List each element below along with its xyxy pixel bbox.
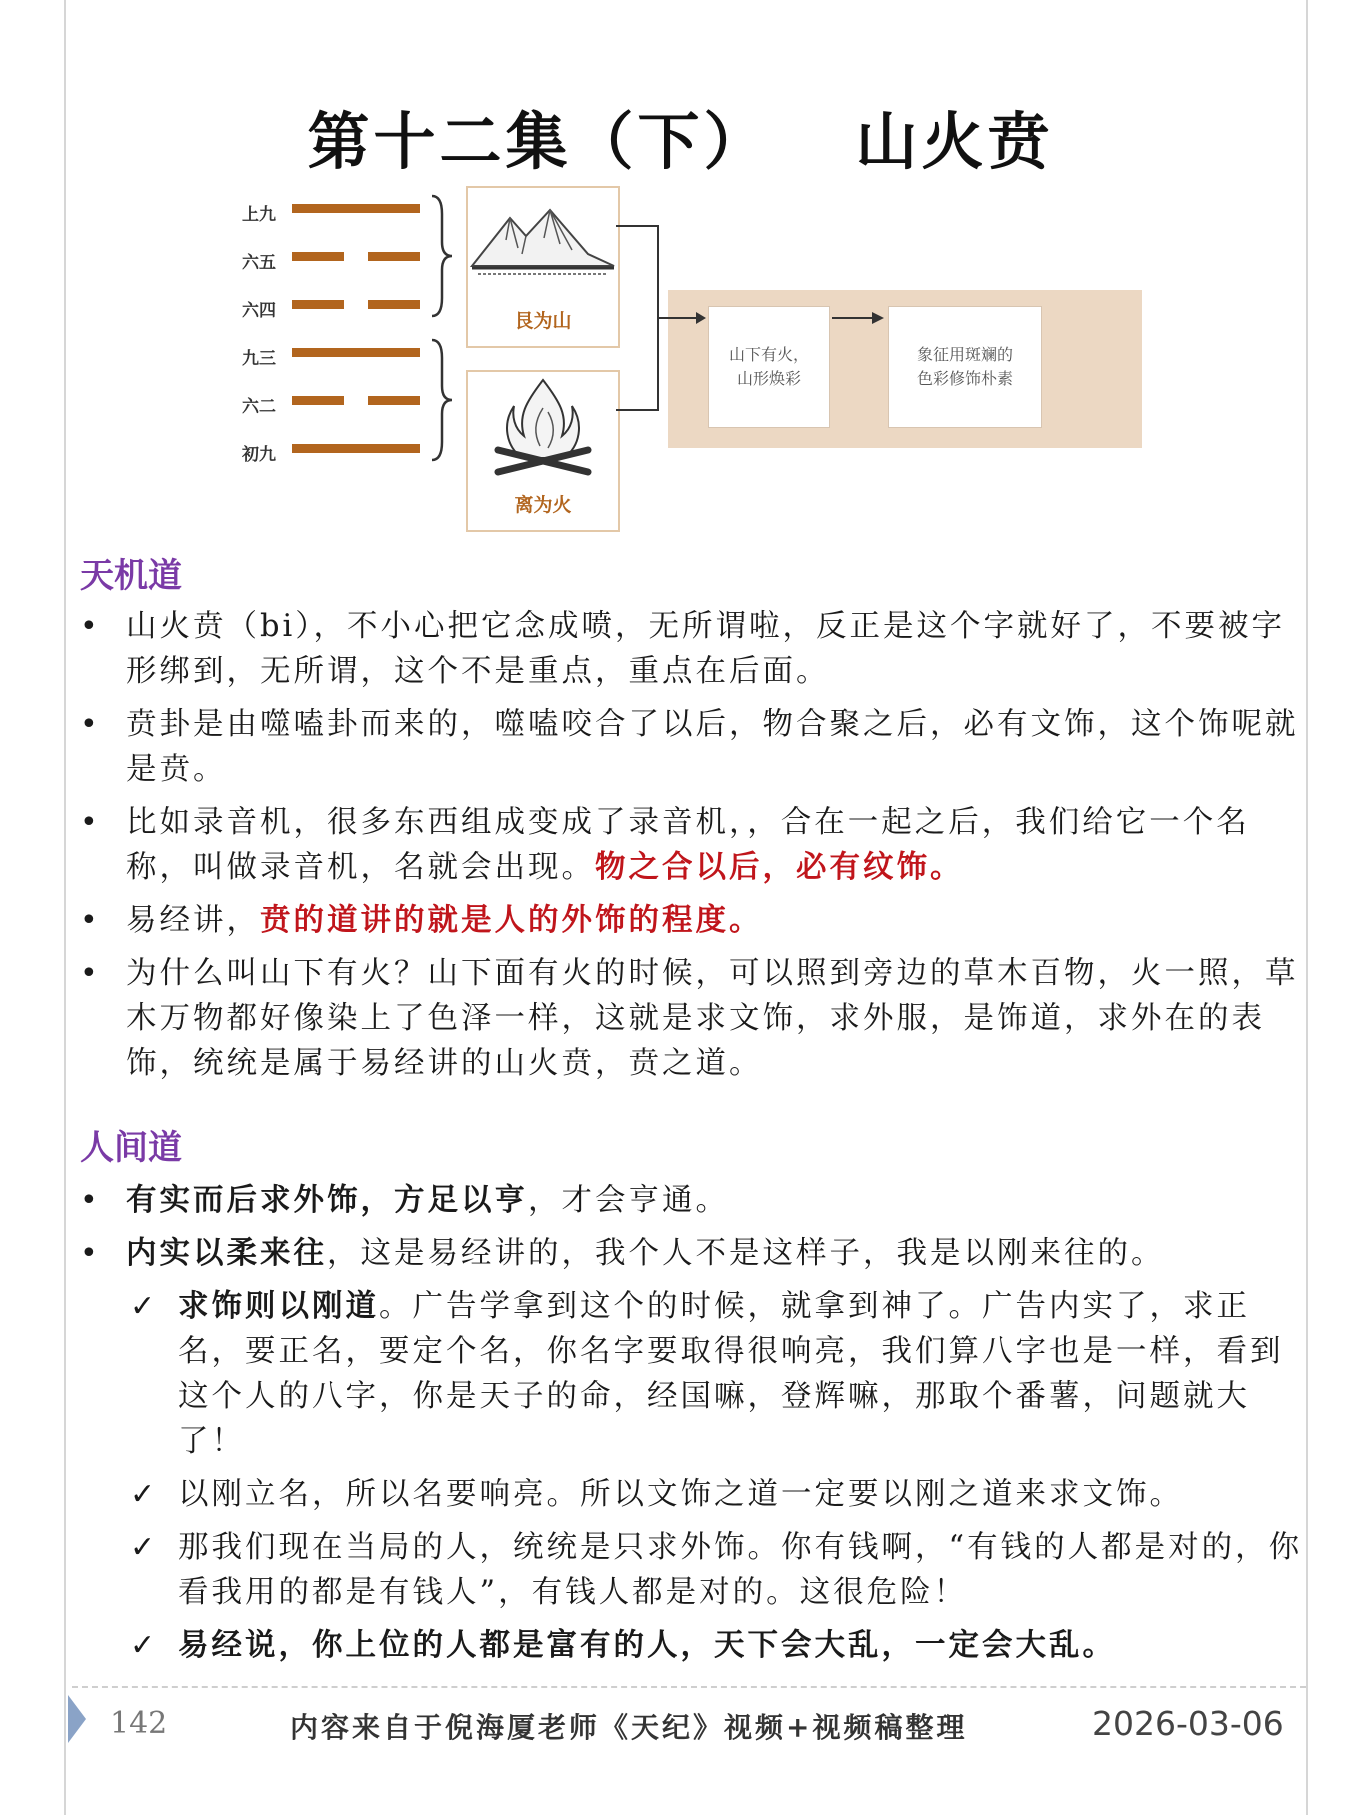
list-item [72,1178,1308,1223]
fire-icon [468,372,618,480]
list-item [72,702,1308,792]
yin-line-left [292,300,344,309]
item-text: 那我们现在当局的人，统统是只求外饰。你有钱啊，“有钱的人都是对的，你看我用的都是有钱人”，有钱人都是对的。这很危险！ [178,1530,1303,1610]
item-text: 贲卦是由噬嗑卦而来的，噬嗑咬合了以后，物合聚之后，必有文饰，这个饰呢就是贲。 [126,707,1299,787]
check-icon: ✓ [130,1477,159,1512]
check-icon: ✓ [130,1628,159,1663]
page-title [0,92,1361,181]
line-label-fifth: 六五 [242,253,276,273]
section-heading-renjiandao: 人间道 [80,1128,182,1168]
list-item [72,604,1308,694]
lower-brace-icon [428,338,454,462]
result-box-1-line2: 山形焕彩 [736,369,801,388]
result-box-2-line1: 象征用斑斓的 [916,345,1013,364]
yin-line-right [368,300,420,309]
play-triangle-icon [68,1695,86,1743]
footer-divider [72,1686,1306,1688]
result-box-1-line1: 山下有火， [728,345,809,364]
item-bold: 内实以柔来往 [126,1235,327,1271]
bullet-icon: • [80,805,101,840]
item-highlight: 物之合以后，必有纹饰。 [595,849,964,885]
bullet-icon: • [80,1183,101,1218]
page-number: 142 [110,1706,168,1741]
section-heading-tianjidao: 天机道 [80,556,182,596]
item-text: 比如录音机，很多东西组成变成了录音机，，合在一起之后，我们给它一个名称，叫做录音机，名就会出现。 [126,805,1250,885]
item-bold: 易经说，你上位的人都是富有的人，天下会大乱，一定会大乱。 [178,1627,1116,1663]
upper-trigram-box [466,186,620,348]
section1-list [72,604,1308,1094]
footer-source: 内容来自于倪海厦老师《天纪》视频+视频稿整理 [290,1711,968,1744]
mountain-icon [468,188,618,288]
check-icon: ✓ [130,1289,159,1324]
item-text: 。广告学拿到这个的时候，就拿到神了。广告内实了，求正名，要正名，要定个名，你名字要取得很响亮，我们算八字也是一样，看到这个人的八字，你是天子的命，经国嘛，登辉嘛，那取个番薯，问题就大了！ [178,1289,1284,1459]
connector-lines [616,186,706,546]
item-text: 为什么叫山下有火？山下面有火的时候，可以照到旁边的草木百物，火一照，草木万物都好像染上了色泽一样，这就是求文饰，求外服，是饰道，求外在的表饰，统统是属于易经讲的山火贲，贲之道。 [126,956,1299,1081]
result-box-2-line2: 色彩修饰朴素 [916,369,1013,388]
title-hexagram: 山火贲 [855,105,1054,178]
list-item [72,1231,1308,1276]
item-text: ，才会亨通。 [528,1183,729,1218]
item-text: 易经讲， [126,903,260,938]
line-label-second: 六二 [242,397,276,417]
result-box-1 [708,306,830,428]
footer-date: 2026-03-06 [1092,1704,1284,1743]
arrow-right-icon [828,310,886,326]
bullet-icon: • [80,1236,101,1271]
hexagram-diagram [230,186,1140,546]
line-label-bottom: 初九 [242,445,276,465]
line-label-third: 九三 [242,349,276,369]
line-label-fourth: 六四 [242,301,276,321]
check-icon: ✓ [130,1530,159,1565]
sub-list-item [72,1623,1308,1668]
lower-trigram-label: 离为火 [514,494,572,516]
section2-list [72,1178,1308,1676]
item-bold: 有实而后求外饰，方足以亨 [126,1182,528,1218]
yang-line [292,204,420,213]
list-item [72,951,1308,1086]
yin-line-right [368,252,420,261]
item-text: 以刚立名，所以名要响亮。所以文饰之道一定要以刚之道来求文饰。 [178,1477,1183,1512]
bullet-icon: • [80,903,101,938]
bullet-icon: • [80,956,101,991]
result-box-2 [888,306,1042,428]
upper-trigram-label: 艮为山 [514,310,572,332]
list-item [72,898,1308,943]
bullet-icon: • [80,609,101,644]
list-item [72,800,1308,890]
bullet-icon: • [80,707,101,742]
item-text: 山火贲（bi），不小心把它念成喷，无所谓啦，反正是这个字就好了，不要被字形绑到，无所谓，这个不是重点，重点在后面。 [126,609,1286,689]
title-episode: 第十二集（下） [307,105,770,178]
page-border-left [64,0,66,1815]
sub-list-item [72,1284,1308,1464]
line-label-top: 上九 [242,205,276,225]
yin-line-left [292,252,344,261]
lower-trigram-box [466,370,620,532]
item-bold: 求饰则以刚道 [178,1288,379,1324]
yin-line-left [292,396,344,405]
sub-list-item [72,1525,1308,1615]
item-highlight: 贲的道讲的就是人的外饰的程度。 [260,902,763,938]
sub-list-item [72,1472,1308,1517]
yang-line [292,348,420,357]
yang-line [292,444,420,453]
yin-line-right [368,396,420,405]
item-text: ，这是易经讲的，我个人不是这样子，我是以刚来往的。 [327,1236,1165,1271]
upper-brace-icon [428,194,454,318]
